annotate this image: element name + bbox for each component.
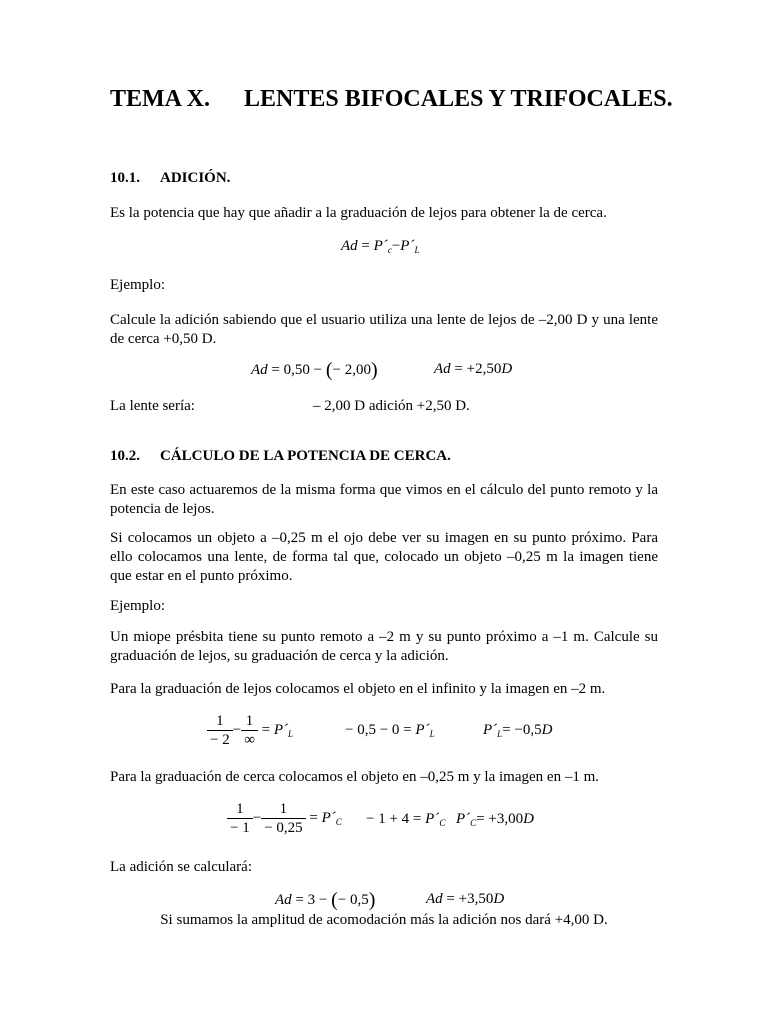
adicion-calc-result: Ad = +3,50D	[426, 891, 505, 907]
section-title: ADICIÓN.	[160, 170, 231, 186]
lejos-equation: $\frac{1}{- 2}$ − $\frac{1}{\infty}$ = $P´_L$	[207, 712, 293, 749]
adicion-problem: Calcule la adición sabiendo que el usuario utiliza una lente de lejos de –2,00 D y una lente de cerca +0,50 D.	[110, 312, 658, 347]
title-text: LENTES BIFOCALES Y TRIFOCALES.	[244, 86, 673, 112]
adicion-equation-1: Ad = 0,50 − (− 2,00)	[251, 359, 378, 381]
ejemplo-label: Ejemplo:	[110, 277, 165, 293]
title-number: TEMA X.	[110, 86, 211, 112]
lejos-step: − $0,5 - 0 = P´_L$	[345, 722, 435, 739]
ejemplo-label: Ejemplo:	[110, 598, 165, 614]
section-heading-calculo	[110, 448, 451, 465]
cerca-result: $P´_C= +3,00D$	[456, 811, 534, 828]
paragraph-objeto: Si colocamos un objeto a –0,25 m el ojo debe ver su imagen en su punto próximo. Para ello colocamos una lente, de forma tal que, colocado un objeto –0,25 m la imagen tiene que estar en el punto próximo.	[110, 530, 658, 584]
cerca-step: − $1 + 4 = P´_C$	[366, 811, 446, 828]
paragraph-intro: En este caso actuaremos de la misma forma que vimos en el cálculo del punto remoto y la potencia de lejos.	[110, 482, 658, 517]
section-number: 10.2.	[110, 448, 140, 464]
paragraph-cerca: Para la graduación de cerca colocamos el objeto en –0,25 m y la imagen en –1 m.	[110, 769, 599, 785]
adicion-formula: $Ad = P´_c-P´_L$	[341, 238, 420, 255]
lejos-result: $P´_L= -0,5D$	[483, 722, 553, 739]
adicion-equation-2: Ad = +2,50D	[434, 361, 513, 377]
adicion-definition: Es la potencia que hay que añadir a la graduación de lejos para obtener la de cerca.	[110, 205, 607, 221]
section-title: CÁLCULO DE LA POTENCIA DE CERCA.	[160, 448, 451, 464]
paragraph-adicion-calc: La adición se calculará:	[110, 859, 253, 875]
section-heading-adicion	[110, 170, 230, 187]
paragraph-miope: Un miope présbita tiene su punto remoto a –2 m y su punto próximo a –1 m. Calcule su graduación de lejos, su graduación de cerca y la adición.	[110, 629, 658, 664]
lente-label: La lente sería:	[110, 398, 195, 414]
paragraph-lejos: Para la graduación de lejos colocamos el objeto en el infinito y la imagen en –2 m.	[110, 681, 606, 697]
page-title	[110, 86, 673, 113]
adicion-calc-equation: Ad = 3 − (− 0,5)	[275, 889, 376, 911]
section-number: 10.1.	[110, 170, 140, 186]
paragraph-conclusion: Si sumamos la amplitud de acomodación más la adición nos dará +4,00 D.	[160, 912, 608, 928]
lente-value: – 2,00 D adición +2,50 D.	[313, 398, 470, 414]
cerca-equation: $\frac{1}{- 1}$ − $\frac{1}{- 0,25}$ = $P´_C$	[227, 800, 342, 837]
